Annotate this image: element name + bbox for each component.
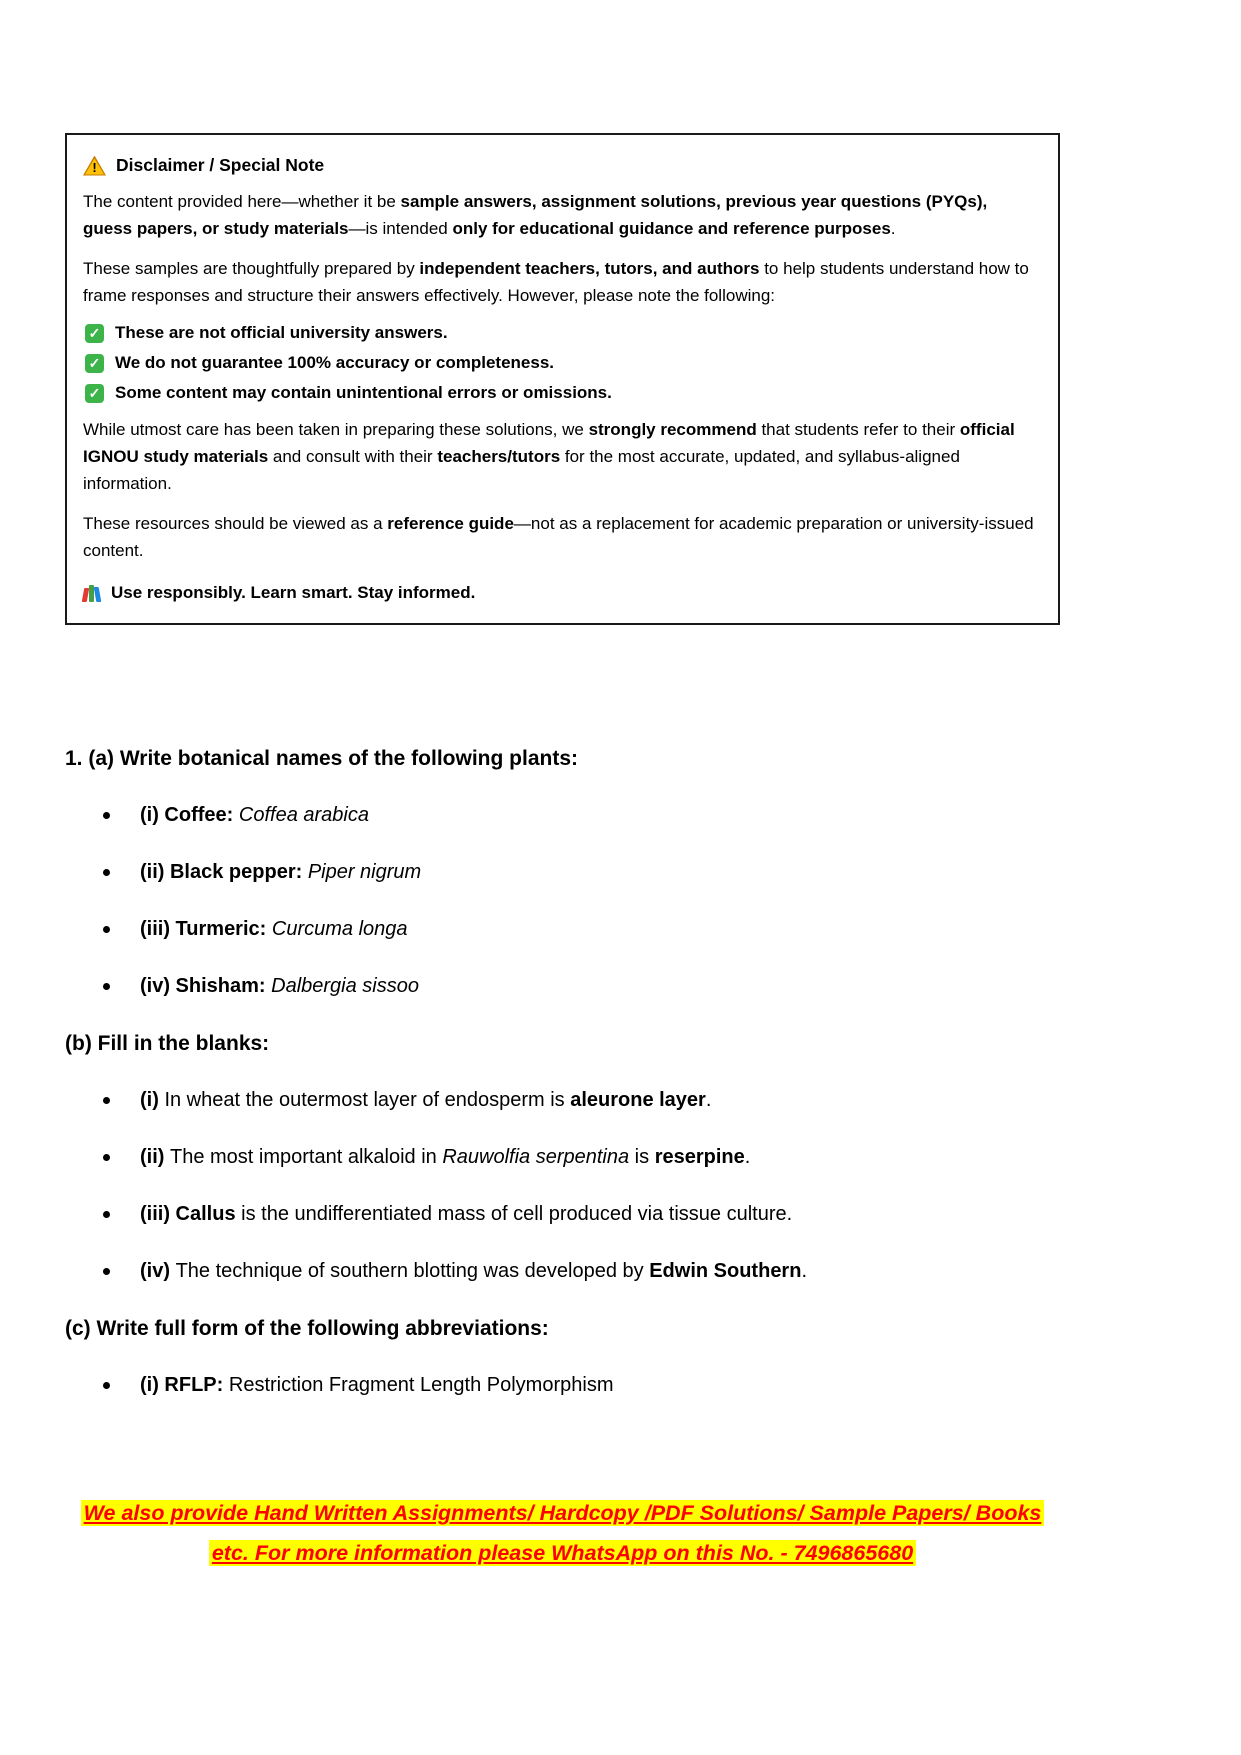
bullet-icon <box>103 812 110 819</box>
promo-text: We also provide Hand Written Assignments/ Hardcopy /PDF Solutions/ Sample Papers/ Books etc. For more information please WhatsApp on this No. - 7496865680 <box>81 1500 1045 1566</box>
bullet-icon <box>103 1097 110 1104</box>
list-item <box>65 859 1060 886</box>
disclaimer-paragraph-3: While utmost care has been taken in preparing these solutions, we strongly recommend that students refer to their official IGNOU study materials and consult with their teachers/tutors for the most accurate, updated, and syllabus-aligned information. <box>83 420 1015 494</box>
list-item-text: (iii) Callus is the undifferentiated mass of cell produced via tissue culture. <box>140 1203 793 1225</box>
checkmark-icon: ✓ <box>85 324 104 343</box>
disclaimer-paragraph-2: These samples are thoughtfully prepared by independent teachers, tutors, and authors to help students understand how to frame responses and structure their answers effectively. However, please note the following: <box>83 258 1029 305</box>
disclaimer-paragraph-1: The content provided here—whether it be sample answers, assignment solutions, previous year questions (PYQs), guess papers, or study materials—is intended only for educational guidance and reference purposes. <box>83 192 988 238</box>
checklist-item <box>85 353 1038 373</box>
bullet-icon <box>103 1154 110 1161</box>
checklist-text: These are not official university answers. <box>115 323 448 343</box>
list-item <box>65 916 1060 943</box>
checklist-text: Some content may contain unintentional errors or omissions. <box>115 383 612 403</box>
list-item-text: (iv) The technique of southern blotting was developed by Edwin Southern. <box>140 1260 807 1282</box>
list-item-text: (ii) The most important alkaloid in Rauwolfia serpentina is reserpine. <box>140 1146 751 1168</box>
bullet-icon <box>103 869 110 876</box>
list-item-text: (i) In wheat the outermost layer of endosperm is aleurone layer. <box>140 1089 712 1111</box>
bullet-icon <box>103 983 110 990</box>
list-item-text: (iv) Shisham: Dalbergia sissoo <box>140 975 419 997</box>
list-item <box>65 1372 1060 1399</box>
use-note-text: Use responsibly. Learn smart. Stay informed. <box>111 582 476 602</box>
checkmark-icon: ✓ <box>85 354 104 373</box>
disclaimer-checklist <box>85 323 1038 403</box>
list-item-text: (iii) Turmeric: Curcuma longa <box>140 918 408 940</box>
bullet-icon <box>103 1382 110 1389</box>
bullet-icon <box>103 1268 110 1275</box>
section-a-heading: 1. (a) Write botanical names of the following plants: <box>65 747 578 770</box>
use-note-row <box>83 583 1038 603</box>
list-item <box>65 973 1060 1000</box>
bullet-icon <box>103 926 110 933</box>
checklist-text: We do not guarantee 100% accuracy or completeness. <box>115 353 555 373</box>
assignment-content <box>65 745 1060 1429</box>
checklist-item <box>85 383 1038 403</box>
list-item-text: (i) RFLP: Restriction Fragment Length Polymorphism <box>140 1374 614 1396</box>
bullet-icon <box>103 1211 110 1218</box>
list-item <box>65 1144 1060 1171</box>
list-item-text: (i) Coffee: Coffea arabica <box>140 804 369 826</box>
checklist-item <box>85 323 1038 343</box>
warning-icon <box>83 156 106 176</box>
list-item <box>65 1201 1060 1228</box>
disclaimer-header <box>83 155 1038 176</box>
disclaimer-box <box>65 133 1060 625</box>
section-b-heading: (b) Fill in the blanks: <box>65 1032 270 1055</box>
books-icon <box>83 584 100 602</box>
disclaimer-title: Disclaimer / Special Note <box>116 155 325 175</box>
section-c-heading: (c) Write full form of the following abbreviations: <box>65 1317 549 1340</box>
checkmark-icon: ✓ <box>85 384 104 403</box>
list-item <box>65 1258 1060 1285</box>
list-item <box>65 802 1060 829</box>
disclaimer-paragraph-4: These resources should be viewed as a reference guide—not as a replacement for academic preparation or university-issued content. <box>83 514 1034 560</box>
list-item <box>65 1087 1060 1114</box>
warning-exclamation: ! <box>92 159 97 175</box>
promo-footer <box>65 1494 1060 1574</box>
list-item-text: (ii) Black pepper: Piper nigrum <box>140 861 422 883</box>
